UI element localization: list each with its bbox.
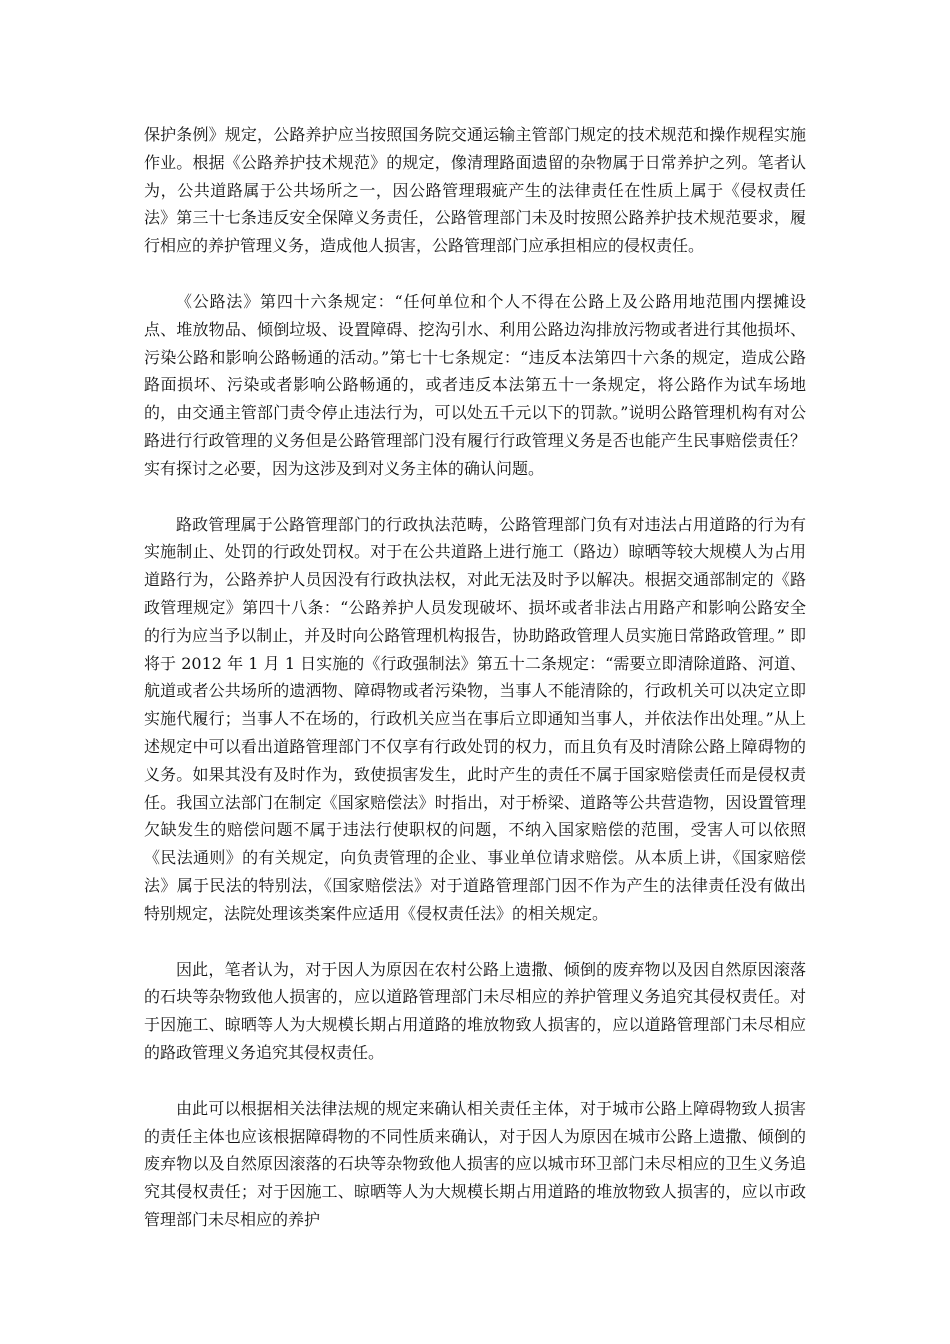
paragraph-2: 《公路法》第四十六条规定：“任何单位和个人不得在公路上及公路用地范围内摆摊设点、堆放物品、倾倒垃圾、设置障碍、挖沟引水、利用公路边沟排放污物或者进行其他损坏、污染公路和影响公路畅通的活动。”第七十七条规定：“违反本法第四十六条的规定，造成公路路面损坏、污染或者影响公路畅通的，或者违反本法第五十一条规定，将公路作为试车场地的，由交通主管部门责令停止违法行为，可以处五千元以下的罚款。”说明公路管理机构有对公路进行行政管理的义务但是公路管理部门没有履行行政管理义务是否也能产生民事赔偿责任？实有探讨之必要，因为这涉及到对义务主体的确认问题。 (144, 291, 806, 478)
paragraph-4: 因此，笔者认为，对于因人为原因在农村公路上遗撒、倾倒的废弃物以及因自然原因滚落的石块等杂物致他人损害的，应以道路管理部门未尽相应的养护管理义务追究其侵权责任。对于因施工、晾晒等人为大规模长期占用道路的堆放物致人损害的，应以道路管理部门未尽相应的路政管理义务追究其侵权责任。 (144, 959, 806, 1062)
paragraph-1: 保护条例》规定，公路养护应当按照国务院交通运输主管部门规定的技术规范和操作规程实施作业。根据《公路养护技术规范》的规定，像清理路面遗留的杂物属于日常养护之列。笔者认为，公共道路属于公共场所之一，因公路管理瑕疵产生的法律责任在性质上属于《侵权责任法》第三十七条违反安全保障义务责任，公路管理部门未及时按照公路养护技术规范要求，履行相应的养护管理义务，造成他人损害，公路管理部门应承担相应的侵权责任。 (144, 125, 806, 256)
document-body (144, 121, 806, 1262)
paragraph-3: 路政管理属于公路管理部门的行政执法范畴，公路管理部门负有对违法占用道路的行为有实施制止、处罚的行政处罚权。对于在公共道路上进行施工（路边）晾晒等较大规模人为占用道路行为，公路养护人员因没有行政执法权，对此无法及时予以解决。根据交通部制定的《路政管理规定》第四十八条：“公路养护人员发现破坏、损坏或者非法占用路产和影响公路安全的行为应当予以制止，并及时向公路管理机构报告，协助路政管理人员实施日常路政管理。” 即将于 2012 年 1 月 1 日实施的《行政强制法》第五十二条规定：“需要立即清除道路、河道、航道或者公共场所的遗洒物、障碍物或者污染物，当事人不能清除的，行政机关可以决定立即实施代履行；当事人不在场的，行政机关应当在事后立即通知当事人，并依法作出处理。”从上述规定中可以看出道路管理部门不仅享有行政处罚的权力，而且负有及时清除公路上障碍物的义务。如果其没有及时作为，致使损害发生，此时产生的责任不属于国家赔偿责任而是侵权责任。我国立法部门在制定《国家赔偿法》时指出，对于桥梁、道路等公共营造物，因设置管理欠缺发生的赔偿问题不属于违法行使职权的问题，不纳入国家赔偿的范围，受害人可以依照《民法通则》的有关规定，向负责管理的企业、事业单位请求赔偿。从本质上讲，《国家赔偿法》属于民法的特别法，《国家赔偿法》对于道路管理部门因不作为产生的法律责任没有做出特别规定，法院处理该类案件应适用《侵权责任法》的相关规定。 (144, 514, 806, 923)
paragraph-5: 由此可以根据相关法律法规的规定来确认相关责任主体，对于城市公路上障碍物致人损害的责任主体也应该根据障碍物的不同性质来确认，对于因人为原因在城市公路上遗撒、倾倒的废弃物以及自然原因滚落的石块等杂物致他人损害的应以城市环卫部门未尽相应的卫生义务追究其侵权责任；对于因施工、晾晒等人为大规模长期占用道路的堆放物致人损害的，应以市政管理部门未尽相应的养护 (144, 1098, 806, 1229)
